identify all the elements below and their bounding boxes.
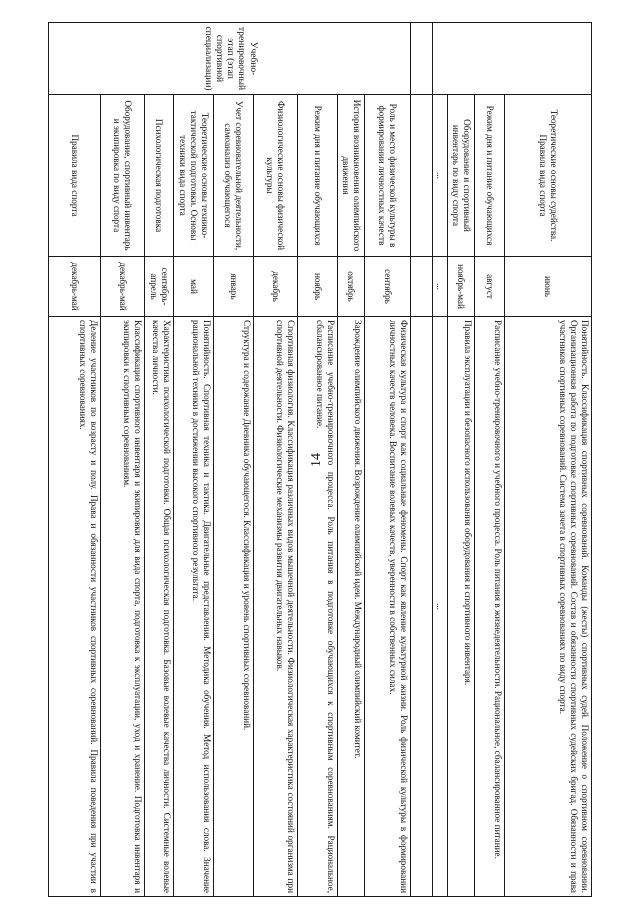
month-cell: январь [214,257,254,317]
topic-cell: Психологическая подготовка [145,95,174,257]
stage-cell-empty [433,23,592,95]
content-cell: Физическая культура и спорт как социальные феномены. Спорт как явление культурной жизни. Роль физической культуры в формировании личностных качеств человека. Воспитание волевых качеств, уверенности в собственных силах. [365,317,411,897]
month-cell: октябрь [338,257,365,317]
topic-cell: Режим дня и питание обучающихся [298,95,338,257]
table-row [475,23,505,897]
table-row [338,23,365,897]
ellipsis-row [433,23,448,897]
topic-cell: Теоретические основы судейства. Правила вида спорта [505,95,592,257]
month-cell: август [475,257,505,317]
topic-cell: Оборудование и спортивный инвентарь по виду спорта [448,95,475,257]
stage-label: Учебно-тренировочный этап (этап спортивной специализации) [49,23,411,95]
topic-cell: Режим дня и питание обучающихся [475,95,505,257]
ellipsis-cell: ... [433,257,448,317]
table-row [145,23,174,897]
table-row [365,23,411,897]
table-row [448,23,475,897]
month-cell: сентябрь-апрель [145,257,174,317]
topic-cell: История возникновения олимпийского движения [338,95,365,257]
month-cell: декабрь-май [101,257,145,317]
month-cell: декабрь [254,257,298,317]
page-number: 14 [309,453,324,467]
ellipsis-cell: ... [433,317,448,897]
topic-cell: Правила вида спорта [49,95,101,257]
table-row [49,23,101,897]
month-cell: июнь [505,257,592,317]
table-row [214,23,254,897]
content-cell: Характеристика психологической подготовки. Общая психологическая подготовка. Базовые волевые качества личности. Системные волевые качества личности. [145,317,174,897]
content-cell: Зарождение олимпийского движения. Возрождение олимпийской идеи. Международный олимпийский комитет. [338,317,365,897]
content-cell: Расписание учебно-тренировочного и учебного процесса. Роль питания в жизнедеятельности. Рациональное, сбалансированное питание. [475,317,505,897]
content-cell: Понятийность. Спортивная техника и тактика. Двигательные представления. Методика обучения. Метод использования слова. Значение рациональной техники в достижении высокого спортивного результата. [174,317,214,897]
ellipsis-cell: ... [433,95,448,257]
topic-cell: Теоретические основы технико-тактической подготовки. Основы техники вида спорта [174,95,214,257]
spacer-cell [411,257,433,317]
table-row [101,23,145,897]
table-row [254,23,298,897]
table-sheet [69,22,592,896]
content-cell: Структура и содержание Дневника обучающегося. Классификация и уровень спортивных соревнований. [214,317,254,897]
spacer-cell [411,95,433,257]
content-cell: Понятийность. Классификация спортивных соревнований. Команды (жесты) спортивных судей. Положение о спортивном соревновании. Организационная работа по подготовке спортивных соревнований. Состав и обязанности спортивных судейских бригад. Обязанности и права участников спортивных соревнований. Система зачета в спортивных соревнованиях по виду спорта. [505,317,592,897]
spacer-row [411,23,433,897]
topic-cell: Роль и место физической культуры в формировании личностных качеств [365,95,411,257]
topic-cell: Физиологические основы физической культуры [254,95,298,257]
topic-cell: Учет соревновательной деятельности, самоанализ обучающегося [214,95,254,257]
content-cell: Расписание учебно-тренировочного процесса. Роль питания в подготовке обучающихся к спортивным соревнованиям. Рациональное, сбалансированное питание. [298,317,338,897]
content-cell: Правила эксплуатации и безопасного использования оборудования и спортивного инвентаря. [448,317,475,897]
content-cell: Классификация спортивного инвентаря и экипировки для вида спорта, подготовка к эксплуатации, уход и хранение. Подготовка инвентаря и экипировки к спортивным соревнованиям. [101,317,145,897]
content-cell: Спортивная физиология. Классификация различных видов мышечной деятельности. Физиологическая характеристика состояний организма при спортивной деятельности. Физиологические механизмы развития двигательных навыков. [254,317,298,897]
curriculum-table [48,22,592,897]
month-cell: ноябрь [298,257,338,317]
table-row [298,23,338,897]
spacer-cell [411,317,433,897]
spacer-cell [411,23,433,95]
month-cell: декабрь-май [49,257,101,317]
month-cell: май [174,257,214,317]
rotated-table-wrapper [69,22,592,896]
table-row [505,23,592,897]
table-row [174,23,214,897]
month-cell: ноябрь-май [448,257,475,317]
topic-cell: Оборудование, спортивный инвентарь и экипировка по виду спорта [101,95,145,257]
content-cell: Деление участников по возрасту и полу. Права и обязанности участников спортивных соревнований. Правила поведения при участии в спортивных соревнованиях. [49,317,101,897]
month-cell: сентябрь [365,257,411,317]
